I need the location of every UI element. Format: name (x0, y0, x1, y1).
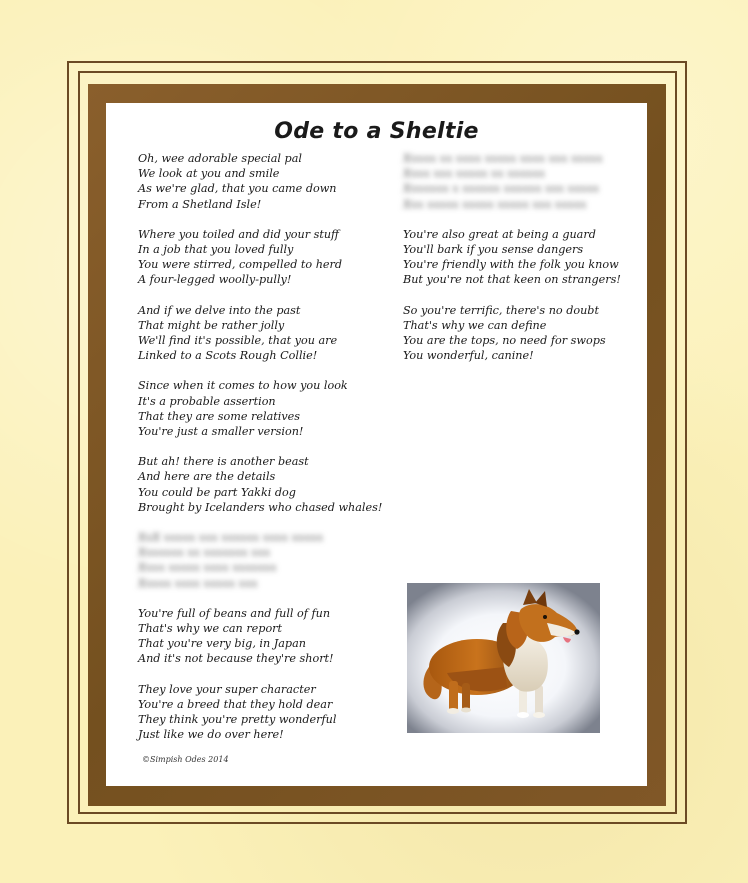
stanza (138, 303, 388, 364)
blurred-line: Xxx xxxxx xxxxx xxxxx xxx xxxxx (403, 197, 587, 211)
poem-line: And if we delve into the past (138, 303, 301, 317)
poem-line: Linked to a Scots Rough Collie! (138, 349, 318, 363)
poem-line: As we're glad, that you came down (138, 182, 337, 196)
poem-line: You could be part Yakki dog (138, 485, 296, 499)
poem-sheet (106, 103, 647, 786)
poem-line: You're full of beans and full of fun (138, 606, 331, 620)
stanza (138, 606, 388, 667)
poem-line: You'll bark if you sense dangers (403, 243, 584, 257)
poem-line: That might be rather jolly (138, 318, 285, 332)
poem-line: That's why we can define (403, 318, 547, 332)
poem-line: Oh, wee adorable special pal (138, 152, 302, 165)
poem-line: You wonderful, canine! (403, 349, 534, 363)
poem-line: And it's not because they're short! (138, 652, 334, 666)
blurred-stanza (403, 151, 643, 212)
poem-line: So you're terrific, there's no doubt (403, 303, 599, 317)
poem-line: But ah! there is another beast (138, 455, 309, 469)
poem-line: That's why we can report (138, 622, 283, 636)
blurred-line: Xxxxxxx xx xxxxxxx xxx (138, 546, 271, 560)
sheltie-photo (407, 583, 600, 733)
stanza (138, 151, 388, 212)
poem-line: Just like we do over here! (138, 728, 284, 742)
stanza (403, 227, 643, 288)
stanza (138, 227, 388, 288)
copyright-notice: ©Simpish Odes 2014 (142, 755, 229, 764)
blurred-line: Xxxxxxx x xxxxxx xxxxxx xxx xxxxx (403, 182, 600, 196)
blurred-line: Xxxx xxxxx xxxx xxxxxxx (138, 561, 277, 575)
sheltie-illustration (407, 583, 600, 733)
poem-line: Brought by Icelanders who chased whales! (138, 500, 383, 514)
poem-line: And here are the details (138, 470, 276, 484)
poem-line: In a job that you loved fully (138, 243, 294, 257)
poem-line: We'll find it's possible, that you are (138, 334, 338, 348)
poem-title: Ode to a Sheltie (274, 119, 479, 144)
poem-line: Since when it comes to how you look (138, 379, 348, 393)
stanza (403, 303, 643, 364)
stanza (138, 378, 388, 439)
poem-line: You're a breed that they hold dear (138, 697, 333, 711)
blurred-line: Xxxxx xx xxxx xxxxx xxxx xxx xxxxx (403, 152, 603, 165)
poem-line: They love your super character (138, 682, 316, 696)
poem-line: A four-legged woolly-pully! (138, 273, 292, 287)
poem-line: You're also great at being a guard (403, 227, 596, 241)
poem-left-column (138, 151, 388, 758)
poem-line: They think you're pretty wonderful (138, 713, 337, 727)
poem-line: That they are some relatives (138, 409, 301, 423)
poem-line: From a Shetland Isle! (138, 197, 262, 211)
blurred-line: XxX xxxxx xxx xxxxxx xxxx xxxxx (138, 531, 324, 545)
stanza (138, 682, 388, 743)
poem-line: You are the tops, no need for swops (403, 334, 606, 348)
poem-right-column (403, 151, 643, 378)
blurred-stanza (138, 530, 388, 591)
poem-line: You're just a smaller version! (138, 425, 304, 439)
blurred-line: Xxxx xxx xxxxx xx xxxxxx (403, 167, 546, 181)
poem-line: That you're very big, in Japan (138, 637, 306, 651)
poem-line: You were stirred, compelled to herd (138, 258, 343, 272)
poem-line: It's a probable assertion (138, 394, 276, 408)
stanza (138, 454, 388, 515)
poem-line: You're friendly with the folk you know (403, 258, 619, 272)
poem-line: We look at you and smile (138, 167, 280, 181)
blurred-line: Xxxxx xxxx xxxxx xxx (138, 576, 258, 590)
poem-line: But you're not that keen on strangers! (403, 273, 621, 287)
poem-line: Where you toiled and did your stuff (138, 227, 339, 241)
